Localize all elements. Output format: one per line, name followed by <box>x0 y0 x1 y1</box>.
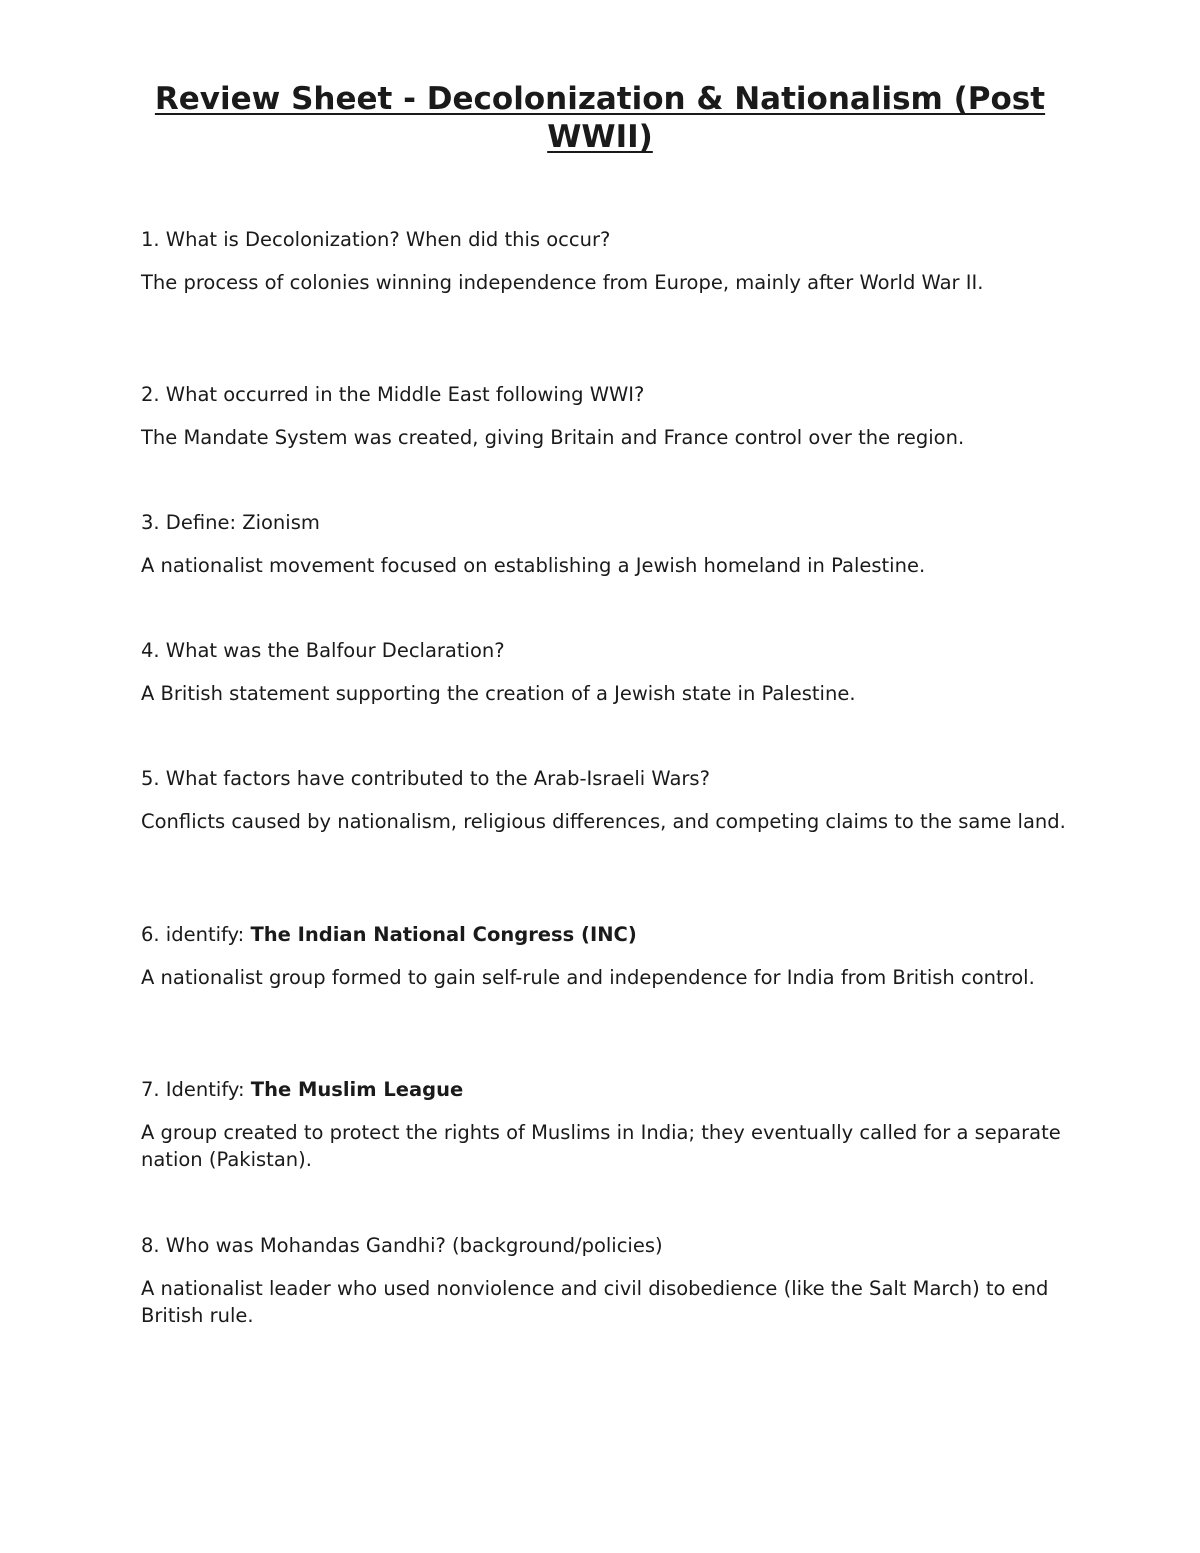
question-item-3 <box>141 509 1071 579</box>
question-item-7 <box>141 1076 1071 1173</box>
question-text <box>141 921 1071 948</box>
question-prefix: 7. Identify: <box>141 1078 251 1101</box>
question-text: 4. What was the Balfour Declaration? <box>141 639 505 662</box>
question-prefix: 6. identify: <box>141 923 251 946</box>
page-title: Review Sheet - Decolonization & Nationalism (Post WWII) <box>154 81 1046 155</box>
answer-text: A nationalist group formed to gain self-rule and independence for India from British control. <box>141 966 1035 989</box>
question-text: 8. Who was Mohandas Gandhi? (background/policies) <box>141 1234 663 1257</box>
question-text <box>141 1076 1071 1103</box>
answer-text: A British statement supporting the creation of a Jewish state in Palestine. <box>141 682 856 705</box>
answer-text: A group created to protect the rights of Muslims in India; they eventually called for a separate nation (Pakistan). <box>141 1121 1061 1171</box>
question-term: The Indian National Congress (INC) <box>250 923 637 946</box>
question-text: 5. What factors have contributed to the Arab-Israeli Wars? <box>141 767 710 790</box>
question-term: The Muslim League <box>250 1078 464 1101</box>
answer-text: The Mandate System was created, giving Britain and France control over the region. <box>141 426 965 449</box>
question-text: 2. What occurred in the Middle East following WWI? <box>141 383 645 406</box>
answer-text: The process of colonies winning independence from Europe, mainly after World War II. <box>141 271 984 294</box>
answer-text: A nationalist movement focused on establishing a Jewish homeland in Palestine. <box>141 554 926 577</box>
question-text: 1. What is Decolonization? When did this occur? <box>141 228 611 251</box>
answer-text: Conflicts caused by nationalism, religious differences, and competing claims to the same land. <box>141 810 1066 833</box>
question-item-2 <box>141 381 1071 451</box>
question-item-8 <box>141 1232 1071 1329</box>
question-item-4 <box>141 637 1071 707</box>
answer-text: A nationalist leader who used nonviolence and civil disobedience (like the Salt March) to end British rule. <box>141 1277 1049 1327</box>
question-item-6 <box>141 921 1071 991</box>
question-text: 3. Define: Zionism <box>141 511 320 534</box>
question-item-5 <box>141 765 1071 835</box>
question-item-1 <box>141 226 1071 296</box>
